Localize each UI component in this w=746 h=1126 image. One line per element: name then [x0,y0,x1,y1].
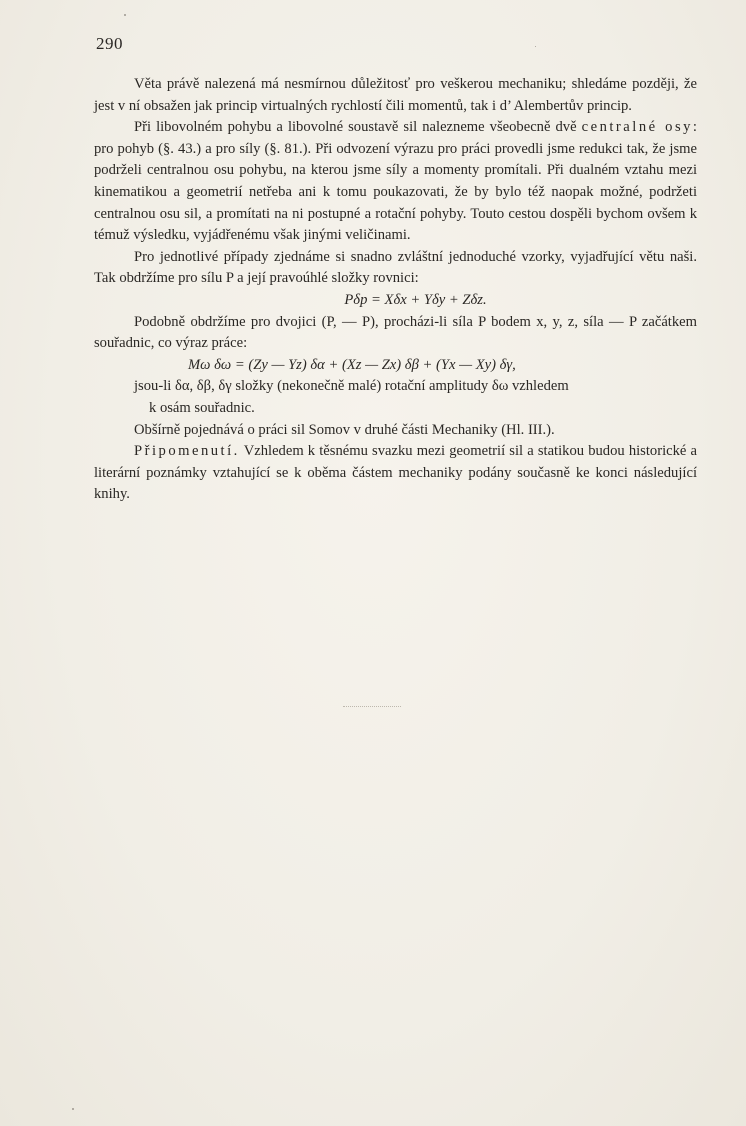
paragraph-5-line-2: k osám souřadnic. [149,399,255,416]
paragraph-1: Věta právě nalezená má nesmírnou důležitosť pro veškerou mechaniku; shledáme později, že jest v ní obsažen jak princip virtualných rychlostí čili momentů, tak i d’ Alembertův princip. [94,76,697,114]
section-divider [343,706,401,707]
paragraph-6: Obšírně pojednává o práci sil Somov v druhé části Mechaniky (Hl. III.). [134,421,555,438]
paragraph-7 [94,441,697,506]
paragraph-2-end: : pro pohyb (§. 43.) a pro síly (§. 81.). Při odvození výrazu pro práci provedli jsme redukci tak, že jsme podrželi centralnou osu pohybu, na kterou jsme síly a momenty promítali. Při dualném vztahu mezi kinematikou a geometrií netřeba ani k tomu poukazovati, že by bylo též naopak možné, podržeti centralnou osu sil, a promítati na ni postupné a rotační pohyby. Touto cestou dospěli bychom ovšem k témuž výsledku, vyjádřenému však jinými veličinami. [94,119,697,244]
paragraph-7-heading: Připomenutí. [134,443,240,460]
paper-speck [72,1108,74,1110]
formula-work-couple: Mω δω = (Zy — Yz) δα + (Xz — Zx) δβ + (Yx — Xy) δγ, [188,356,516,373]
body-text [94,74,697,506]
paragraph-2 [94,117,697,247]
paper-speck [124,14,126,16]
paragraph-2-emphasis: centralné osy [581,119,693,136]
paragraph-2-start: Při libovolném pohybu a libovolné soustavě sil nalezneme všeobecně dvě [134,119,582,136]
paragraph-3: Pro jednotlivé případy zjednáme si snadno zvláštní jednoduché vzorky, vyjadřující větu naši. Tak obdržíme pro sílu P a její pravoúhlé složky rovnici: [94,248,697,287]
paper-speck [535,46,536,47]
paragraph-5-line-1: jsou-li δα, δβ, δγ složky (nekonečně malé) rotační amplitudy δω vzhledem [134,378,569,395]
paragraph-7-body: Vzhledem k těsnému svazku mezi geometrií sil a statikou budou historické a literární poznámky vztahující se k oběma částem mechaniky podány současně ke konci následující knihy. [94,443,697,503]
page-number: 290 [96,34,123,53]
paragraph-4: Podobně obdržíme pro dvojici (P, — P), procházi-li síla P bodem x, y, z, síla — P začátkem souřadnic, co výraz práce: [94,313,697,352]
formula-work-force: Pδp = Xδx + Yδy + Zδz. [344,291,487,308]
